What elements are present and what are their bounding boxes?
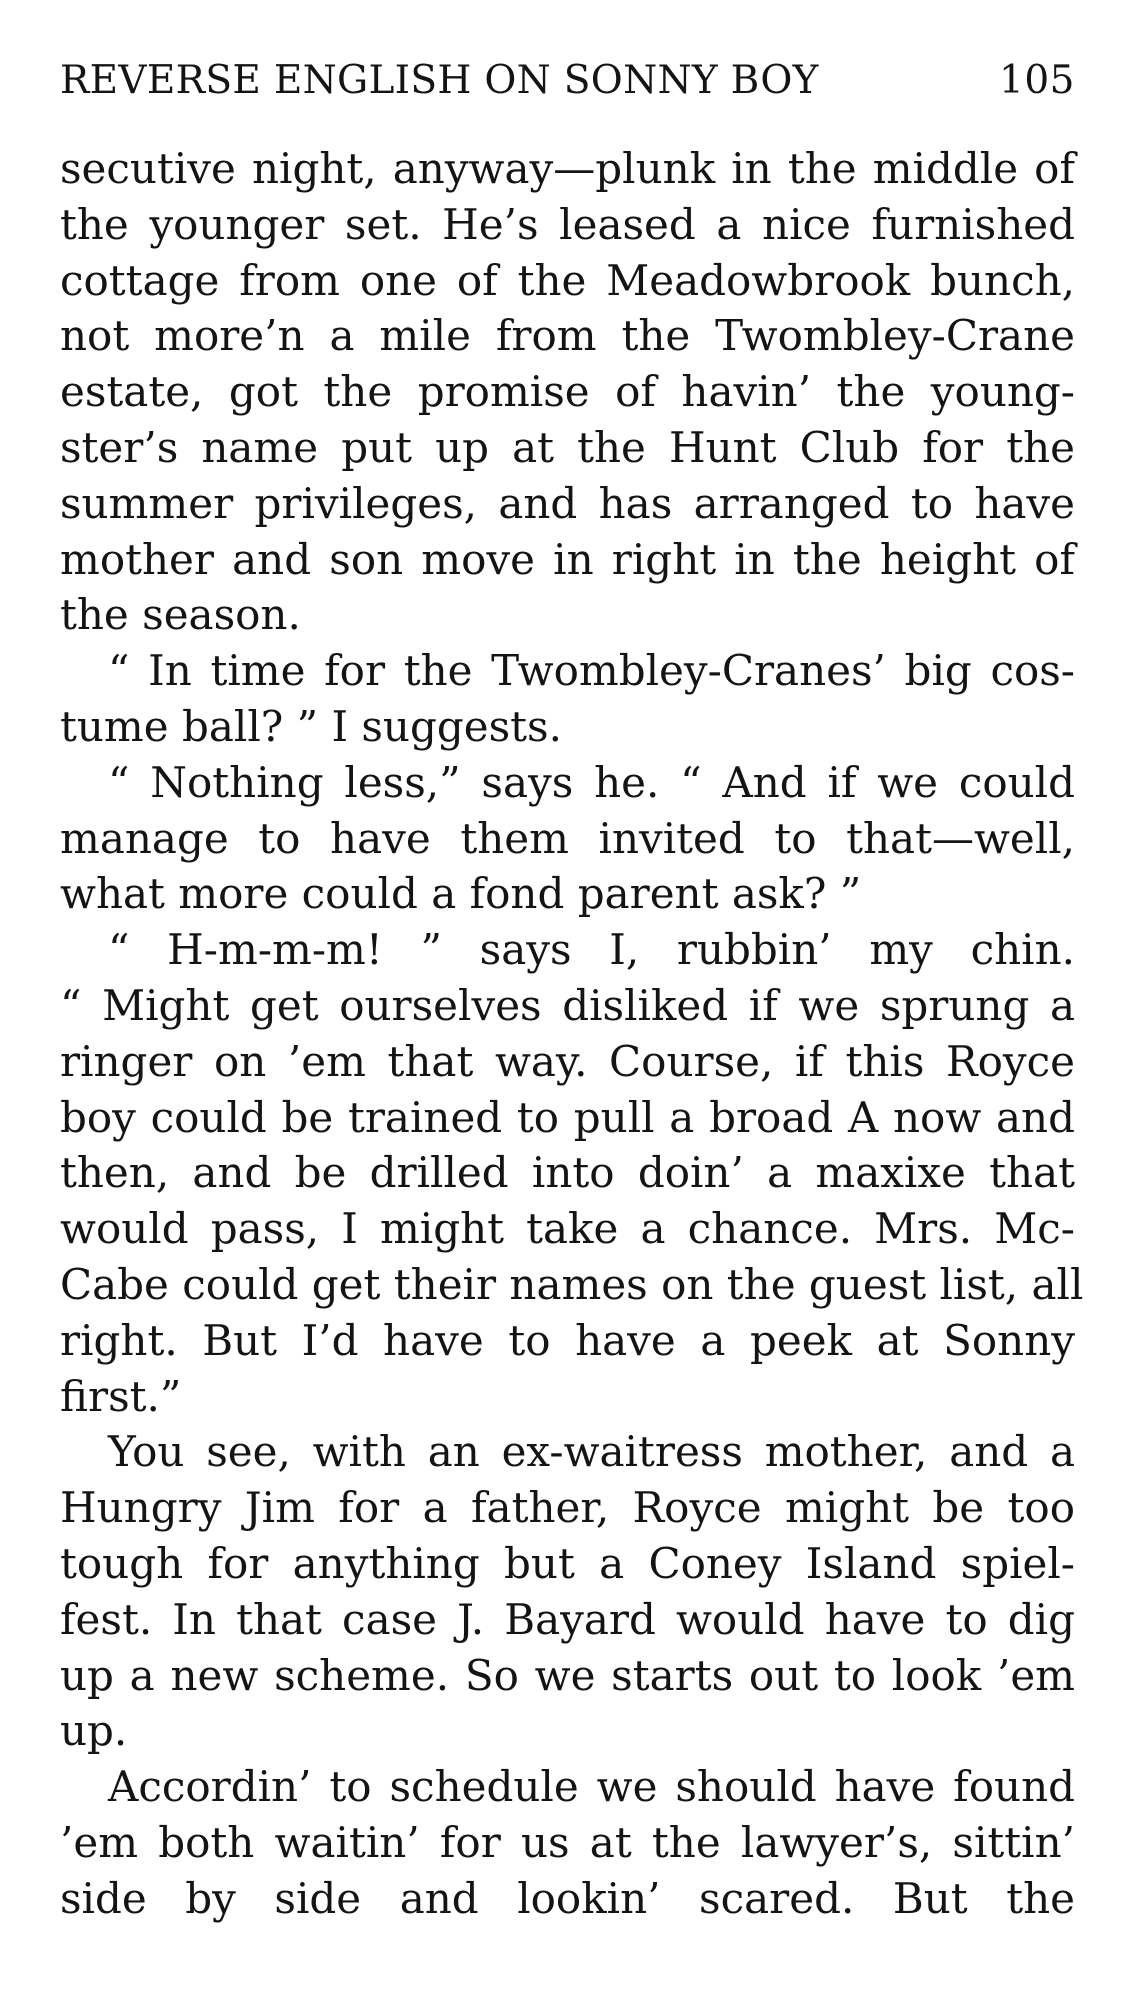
text-line: then, and be drilled into doin’ a maxixe that [60,1148,1075,1198]
running-head-title: REVERSE ENGLISH ON SONNY BOY [60,58,819,103]
text-line: cottage from one of the Meadowbrook bunch, [60,255,1075,305]
text-line: mother and son move in right in the height of [60,534,1075,584]
text-line: fest. In that case J. Bayard would have to dig [60,1594,1075,1644]
text-line: side by side and lookin’ scared. But the [60,1873,1075,1923]
text-line: “ H-m-m-m! ” says I, rubbin’ my chin. [108,925,1075,975]
text-line: tough for anything but a Coney Island spiel- [60,1538,1075,1588]
text-line: Hungry Jim for a father, Royce might be too [60,1483,1075,1533]
text-line: not more’n a mile from the Twombley-Crane [60,311,1075,361]
text-line: tume ball? ” I suggests. [60,701,562,751]
text-line: summer privileges, and has arranged to have [60,478,1075,528]
page-number: 105 [999,58,1075,103]
text-line: “ In time for the Twombley-Cranes’ big cos- [108,646,1075,696]
text-line: the season. [60,590,301,640]
text-line: Accordin’ to schedule we should have found [108,1762,1075,1812]
text-line: ’em both waitin’ for us at the lawyer’s, sittin’ [60,1817,1075,1867]
text-line: up a new scheme. So we starts out to look ’em [60,1650,1075,1700]
text-line: manage to have them invited to that—well, [60,813,1075,863]
text-line: Cabe could get their names on the guest list, all [60,1259,1084,1309]
text-line: boy could be trained to pull a broad A now and [60,1092,1075,1142]
text-line: up. [60,1706,128,1756]
running-head [60,58,1075,103]
text-line: right. But I’d have to have a peek at Sonny [60,1315,1075,1365]
text-line: ster’s name put up at the Hunt Club for the [60,422,1075,472]
text-line: “ Might get ourselves disliked if we sprung a [60,980,1075,1030]
text-line: the younger set. He’s leased a nice furnished [60,199,1075,249]
text-line: first.” [60,1371,182,1421]
text-line: estate, got the promise of havin’ the young- [60,367,1075,417]
text-line: ringer on ’em that way. Course, if this Royce [60,1036,1075,1086]
book-page [60,58,1084,1927]
text-line: You see, with an ex-waitress mother, and a [108,1427,1075,1477]
text-line: “ Nothing less,” says he. “ And if we could [108,757,1075,807]
text-line: what more could a fond parent ask? ” [60,869,862,919]
text-line: would pass, I might take a chance. Mrs. Mc- [60,1204,1075,1254]
text-line: secutive night, anyway—plunk in the middle of [60,144,1075,193]
body-text [60,141,1084,1927]
